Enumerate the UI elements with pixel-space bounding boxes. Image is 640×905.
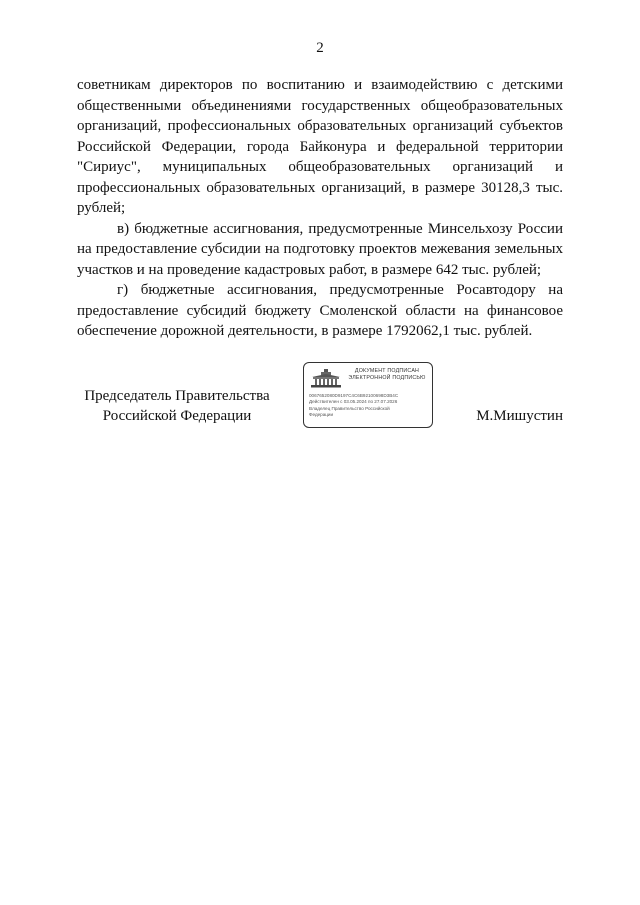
paragraph-continuation: советникам директоров по воспитанию и взаимодействию с детскими общественными объединениями государственных общеобразовательных организаций, профессиональных образовательных организаций субъектов Российской Федерации, города Байконура и федеральной территории "Сириус", муниципальных общеобразовательных организаций и профессиональных образовательных организаций, в размере 30128,3 тыс. рублей; xyxy=(77,77,563,216)
signer-title-line2: Российской Федерации xyxy=(102,408,252,424)
stamp-owner-line1: Владелец Правительство Российской xyxy=(309,405,390,411)
document-body xyxy=(77,75,563,342)
stamp-title-line1: ДОКУМЕНТ ПОДПИСАН xyxy=(354,368,420,374)
signature-block xyxy=(77,362,563,432)
stamp-certificate: 0067652080D9197C4C6B92100698D3B4C xyxy=(309,393,399,398)
stamp-title-line2: ЭЛЕКТРОННОЙ ПОДПИСЬЮ xyxy=(348,375,426,381)
page-number: 2 xyxy=(316,40,324,56)
signer-title-line1: Председатель Правительства xyxy=(84,388,270,404)
signer-title xyxy=(77,386,277,426)
stamp-owner-line2: Федерации xyxy=(309,412,334,418)
paragraph-item-g: г) бюджетные ассигнования, предусмотренные Росавтодору на предоставление субсидий бюджету Смоленской области на финансовое обеспечение дорожной деятельности, в размере 1792062,1 тыс. рублей. xyxy=(77,282,563,339)
signer-name: М.Мишустин xyxy=(476,408,563,424)
paragraph-item-v: в) бюджетные ассигнования, предусмотренные Минсельхозу России на предоставление субсидии на подготовку проектов межевания земельных участков и на проведение кадастровых работ, в размере 642 тыс. рублей; xyxy=(77,220,563,278)
stamp-details xyxy=(309,393,431,419)
stamp-validity: Действителен с 03.05.2024 по 27.07.2026 xyxy=(309,399,398,405)
stamp-title xyxy=(344,368,430,382)
government-building-emblem-icon xyxy=(310,368,342,388)
electronic-signature-stamp xyxy=(303,362,433,428)
